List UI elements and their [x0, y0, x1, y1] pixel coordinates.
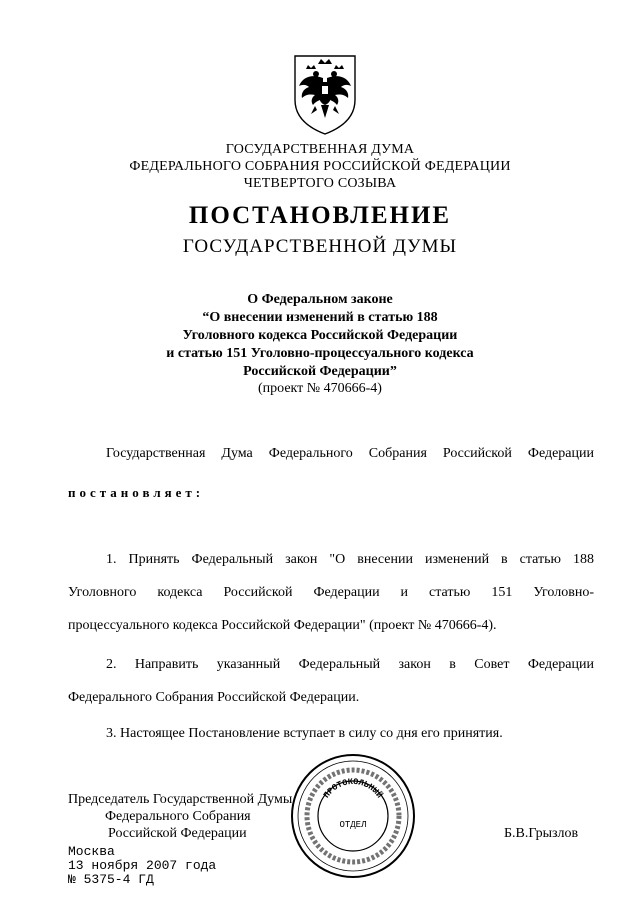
paragraph-1-line-3: процессуального кодекса Российской Федерации" (проект № 470666-4).	[68, 618, 497, 633]
law-title-line: Российской Федерации”	[243, 364, 397, 379]
law-title-line: и статью 151 Уголовно-процессуального кодекса	[166, 346, 474, 361]
paragraph-3: 3. Настоящее Постановление вступает в силу со дня его принятия.	[106, 726, 503, 741]
signatory-name: Б.В.Грызлов	[504, 826, 579, 841]
header-line-assembly: ФЕДЕРАЛЬНОГО СОБРАНИЯ РОССИЙСКОЙ ФЕДЕРАЦИИ	[129, 159, 511, 174]
stamp-text-bottom: ОТДЕЛ	[339, 820, 367, 830]
paragraph-2-line-2: Федерального Собрания Российской Федерации.	[68, 690, 360, 705]
project-number: (проект № 470666-4)	[258, 381, 382, 396]
footer-document-number: № 5375-4 ГД	[68, 872, 154, 887]
document-subtitle: ГОСУДАРСТВЕННОЙ ДУМЫ	[182, 236, 458, 257]
paragraph-1-line-1: 1. Принять Федеральный закон "О внесении изменений в статью 188	[106, 552, 594, 567]
coat-of-arms-emblem	[291, 52, 359, 136]
official-stamp	[289, 752, 417, 880]
paragraph-2-line-1: 2. Направить указанный Федеральный закон в Совет Федерации	[106, 657, 594, 672]
signatory-title-line-3: Российской Федерации	[108, 826, 247, 841]
header-line-convocation: ЧЕТВЕРТОГО СОЗЫВА	[243, 176, 397, 191]
paragraph-1-line-2: Уголовного кодекса Российской Федерации и статью 151 Уголовно-	[68, 585, 594, 600]
signatory-title-line-1: Председатель Государственной Думы	[68, 792, 293, 807]
signatory-title-line-2: Федерального Собрания	[105, 809, 251, 824]
footer-city: Москва	[68, 844, 115, 859]
law-title-line: Уголовного кодекса Российской Федерации	[182, 328, 458, 343]
law-title-block	[150, 291, 490, 381]
document-title: ПОСТАНОВЛЕНИЕ	[188, 202, 452, 229]
intro-text: Государственная Дума Федерального Собрания Российской Федерации	[106, 446, 594, 461]
law-title-line: “О внесении изменений в статью 188	[202, 310, 438, 325]
stamp-text-top: ПРОТОКОЛЬНЫЙ	[321, 776, 385, 801]
svg-text:ПРОТОКОЛЬНЫЙ	[322, 777, 386, 800]
decree-word: постановляет:	[68, 485, 205, 500]
law-title-line: О Федеральном законе	[247, 292, 393, 307]
footer-date: 13 ноября 2007 года	[68, 858, 217, 873]
header-line-duma: ГОСУДАРСТВЕННАЯ ДУМА	[225, 142, 415, 157]
